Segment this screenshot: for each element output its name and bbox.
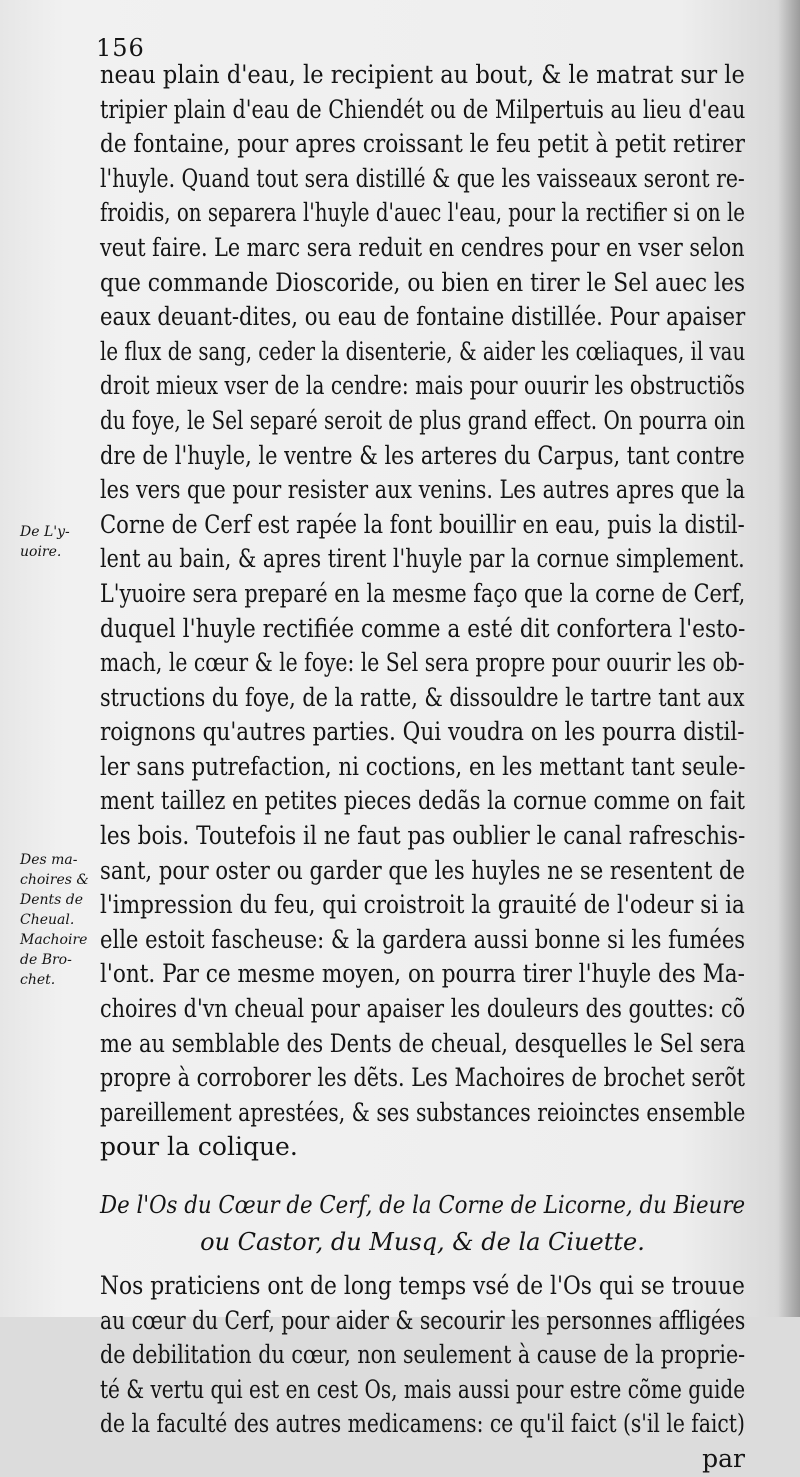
text-line: les bois. Toutefois il ne faut pas oublier le canal rafreschis- (100, 821, 746, 851)
text-line: Nos praticiens ont de long temps vsé de l'Os qui se trouue (100, 1271, 745, 1300)
text-line: propre à corroborer les dẽts. Les Machoires de brochet serõt (100, 1063, 746, 1093)
text-line: l'ont. Par ce mesme moyen, on pourra tirer l'huyle des Ma- (100, 959, 745, 989)
text-line: duquel l'huyle rectifiée comme a esté dit confortera l'esto- (100, 613, 746, 643)
text-line: roignons qu'autres parties. Qui voudra on les pourra distil- (100, 717, 745, 747)
text-line: elle estoit fascheuse: & la gardera aussi bonne si les fumées (100, 924, 746, 954)
text-line: mach, le cœur & le foye: le Sel sera propre pour ouurir les ob- (100, 648, 745, 678)
text-line: veut faire. Le marc sera reduit en cendres pour en vser selon (100, 232, 745, 262)
heading-line-2: ou Castor, du Musq, & de la Ciuette. (200, 1228, 645, 1256)
text-line: dre de l'huyle, le ventre & les arteres du Carpus, tant contre (100, 440, 745, 470)
text-line: les vers que pour resister aux venins. Les autres apres que la (100, 475, 746, 505)
text-line: de fontaine, pour apres croissant le feu petit à petit retirer (100, 129, 745, 159)
text-line: le flux de sang, ceder la disenterie, & aider les cœliaques, il vau (100, 336, 746, 366)
text-line: Corne de Cerf est rapée la font bouillir en eau, puis la distil- (100, 509, 745, 539)
text-line: sant, pour oster ou garder que les huyles ne se resentent de (100, 855, 745, 885)
text-line: l'huyle. Quand tout sera distillé & que les vaisseaux seront re- (100, 163, 745, 193)
page-edge-shadow (778, 0, 800, 1317)
text-line: ler sans putrefaction, ni coctions, en les mettant tant seule- (100, 751, 746, 781)
text-line: eaux deuant-dites, ou eau de fontaine distillée. Pour apaiser (100, 302, 746, 332)
text-line: l'impression du feu, qui croistroit la grauité de l'odeur si ia (100, 890, 745, 920)
text-line: pareillement aprestées, & ses substances reioinctes ensemble (100, 1097, 746, 1127)
text-line: du foye, le Sel separé seroit de plus grand effect. On pourra oin (100, 405, 746, 435)
paragraph-lower (100, 1269, 745, 1442)
heading-line-1: De l'Os du Cœur de Cerf, de la Corne de Licorne, du Bieure (100, 1191, 746, 1219)
text-line: té & vertu qui est en cest Os, mais aussi pour estre cõme guide (100, 1374, 746, 1404)
page-number: 156 (96, 34, 145, 62)
text-line: au cœur du Cerf, pour aider & secourir les personnes affligées (100, 1305, 746, 1335)
body-text (100, 58, 745, 1477)
text-line: ment taillez en petites pieces dedãs la cornue comme on fait (100, 786, 745, 816)
margin-note-yuoire: De L'y-uoire. (20, 524, 70, 560)
section-heading (100, 1165, 745, 1269)
text-line: structions du foye, de la ratte, & dissouldre le tartre tant aux (100, 682, 745, 712)
text-line: droit mieux vser de la cendre: mais pour ouurir les obstructiõs (100, 371, 745, 401)
text-line: lent au bain, & apres tirent l'huyle par la cornue simplement. (100, 544, 745, 574)
text-line: que commande Dioscoride, ou bien en tirer le Sel auec les (100, 267, 746, 297)
text-line: pour la colique. (100, 1132, 298, 1162)
text-line: me au semblable des Dents de cheual, desquelles le Sel sera (100, 1028, 746, 1058)
margin-note-machoires: Des ma-choires & Dents de Cheual. Machoire de Bro-chet. (20, 852, 89, 988)
text-line: choires d'vn cheual pour apaiser les douleurs des gouttes: cõ (100, 994, 746, 1024)
text-line: neau plain d'eau, le recipient au bout, & le matrat sur le (100, 60, 745, 89)
text-line: de debilitation du cœur, non seulement à cause de la proprie- (100, 1340, 746, 1370)
catchword: par (702, 1443, 745, 1473)
text-line: L'yuoire sera preparé en la mesme faço que la corne de Cerf, (100, 578, 746, 608)
text-line: tripier plain d'eau de Chiendét ou de Milpertuis au lieu d'eau (100, 94, 746, 124)
text-line: froidis, on separera l'huyle d'auec l'eau, pour la rectifier si on le (100, 198, 746, 228)
paragraph-upper (100, 58, 745, 1165)
text-line: de la faculté des autres medicamens: ce qu'il faict (s'il le faict) (100, 1409, 745, 1439)
